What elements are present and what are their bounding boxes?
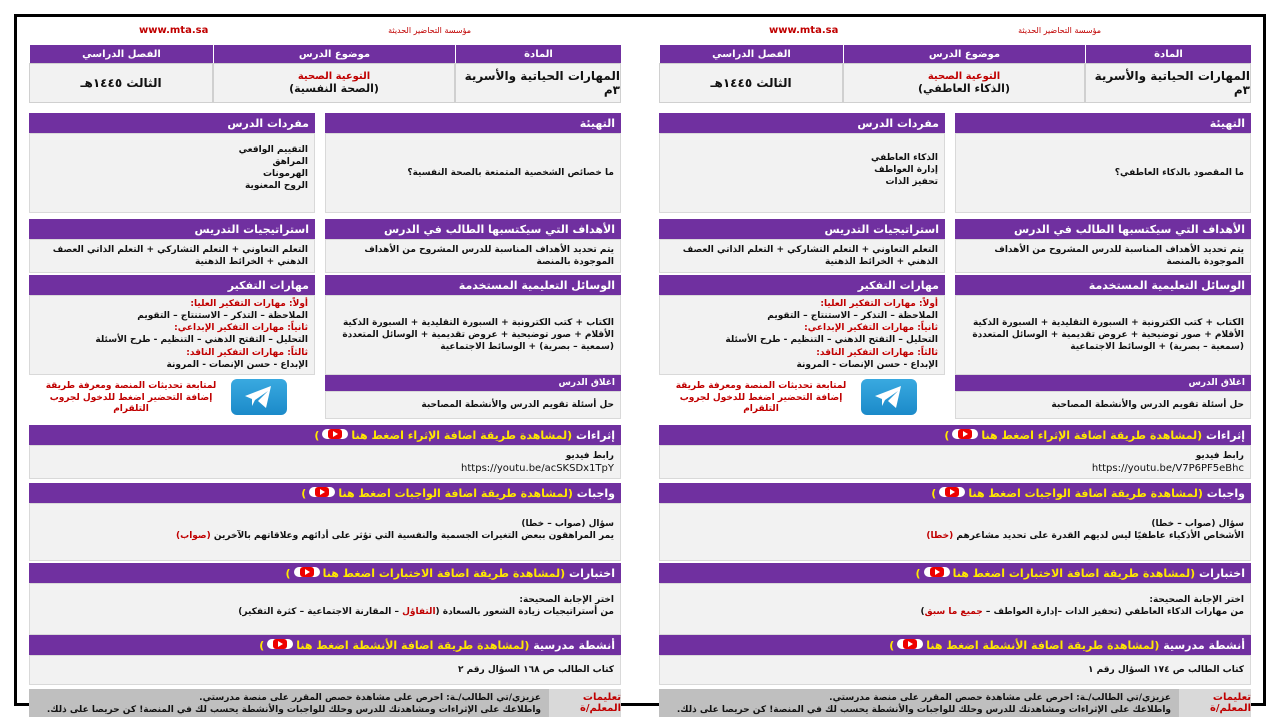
enrichment-section: إثراءات (لمشاهدة طريقة اضافة الإثراء اضغط هنا ) رابط فيديو https://youtu.be/V7P6PF5eBhc — [659, 425, 1251, 479]
teacher-instructions: تعليمات المعلم/ة عزيزي/تي الطالب/ـة: احرص على مشاهدة حصص المقرر على منصة مدرستي. واطلاعك على الإثراءات ومشاهدتك للدرس وحلك للواجبات والأنشطة يحسب لك في المنصة! كن حريصا على ذلك. — [659, 689, 1251, 717]
enrichment-link[interactable]: (لمشاهدة طريقة اضافة الإثراء اضغط هنا ) — [314, 428, 573, 442]
video-link[interactable]: https://youtu.be/V7P6PF5eBhc — [1091, 463, 1244, 475]
tests-section: اختبارات (لمشاهدة طريقة اضافة الاختبارات اضغط هنا ) اختر الإجابة الصحيحة: من أستراتيجيات زيادة الشعور بالسعادة (التفاؤل – المقارنة الاجتماعية – كثرة التفكير) — [29, 563, 621, 635]
warmup-box: التهيئة ما خصائص الشخصية المتمتعة بالصحة النفسية؟ — [325, 113, 621, 213]
youtube-icon[interactable] — [930, 567, 944, 577]
strategies-box: استراتيجيات التدريس التعلم التعاوني + التعلم التشاركي + التعلم الذاتي العصف الذهني + الخرائط الذهنية — [29, 219, 315, 273]
youtube-icon[interactable] — [315, 487, 329, 497]
tests-section: اختبارات (لمشاهدة طريقة اضافة الاختبارات اضغط هنا ) اختر الإجابة الصحيحة: من مهارات الذكاء العاطفي (تحفيز الذات –إدارة العواطف – جميع ما سبق) — [659, 563, 1251, 635]
video-link[interactable]: https://youtu.be/acSKSDx1TpY — [461, 463, 614, 475]
activities-section: أنشطة مدرسية (لمشاهدة طريقة اضافة الأنشطة اضغط هنا ) كتاب الطالب ص ١٧٤ السؤال رقم ١ — [659, 635, 1251, 685]
telegram-promo[interactable]: لمتابعة تحديثات المنصة ومعرفة طريقة إضافة التحضير اضغط للدخول لجروب التلقرام — [675, 381, 847, 415]
site-url[interactable]: www.mta.sa — [139, 25, 209, 36]
tests-link[interactable]: (لمشاهدة طريقة اضافة الاختبارات اضغط هنا ) — [285, 566, 566, 580]
subject-value: المهارات الحياتية والأسرية ٣م — [1085, 63, 1251, 103]
youtube-icon[interactable] — [958, 429, 972, 439]
homework-section: واجبات (لمشاهدة طريقة اضافة الواجبات اضغط هنا ) سؤال (صواب – خطا) الأشخاص الأذكياء عاطفيًا ليس لديهم القدرة على تحديد مشاعرهم (خطا) — [659, 483, 1251, 561]
homework-link[interactable]: (لمشاهدة طريقة اضافة الواجبات اضغط هنا ) — [931, 486, 1203, 500]
youtube-icon[interactable] — [273, 639, 287, 649]
telegram-icon[interactable] — [861, 379, 917, 415]
topic-label: موضوع الدرس — [213, 45, 455, 63]
tools-box: الوسائل التعليمية المستخدمة الكتاب + كتب الكترونية + السبورة التقليدية + السبورة الذكية الأقلام + صور توضيحية + عروض تقديمية + الوسائل المتعددة (سمعية – بصرية) + الوسائط الاجتماعية — [325, 275, 621, 375]
semester-value: الثالث ١٤٤٥هـ — [659, 63, 843, 103]
youtube-icon[interactable] — [328, 429, 342, 439]
youtube-icon[interactable] — [300, 567, 314, 577]
activities-section: أنشطة مدرسية (لمشاهدة طريقة اضافة الأنشطة اضغط هنا ) كتاب الطالب ص ١٦٨ السؤال رقم ٢ — [29, 635, 621, 685]
semester-value: الثالث ١٤٤٥هـ — [29, 63, 213, 103]
site-url[interactable]: www.mta.sa — [769, 25, 839, 36]
vocab-box: مفردات الدرس التقييم الواقعي المراهق الهرمونات الروح المعنوية — [29, 113, 315, 213]
goals-box: الأهداف التي سيكتسبها الطالب في الدرس يتم تحديد الأهداف المناسبة للدرس المشروح من الأهداف الموجودة بالمنصة — [955, 219, 1251, 273]
tests-link[interactable]: (لمشاهدة طريقة اضافة الاختبارات اضغط هنا ) — [915, 566, 1196, 580]
closing-box: اغلاق الدرس حل أسئلة تقويم الدرس والأنشطة المصاحبة — [325, 375, 621, 419]
closing-box: اغلاق الدرس حل أسئلة تقويم الدرس والأنشطة المصاحبة — [955, 375, 1251, 419]
header-table — [29, 45, 621, 105]
document-frame — [14, 14, 1266, 716]
enrichment-section: إثراءات (لمشاهدة طريقة اضافة الإثراء اضغط هنا ) رابط فيديو https://youtu.be/acSKSDx1TpY — [29, 425, 621, 479]
strategies-box: استراتيجيات التدريس التعلم التعاوني + التعلم التشاركي + التعلم الذاتي العصف الذهني + الخرائط الذهنية — [659, 219, 945, 273]
telegram-promo[interactable]: لمتابعة تحديثات المنصة ومعرفة طريقة إضافة التحضير اضغط للدخول لجروب التلقرام — [45, 381, 217, 415]
telegram-icon[interactable] — [231, 379, 287, 415]
activities-link[interactable]: (لمشاهدة طريقة اضافة الأنشطة اضغط هنا ) — [259, 638, 530, 652]
topic-label: موضوع الدرس — [843, 45, 1085, 63]
semester-label: الفصل الدراسي — [659, 45, 843, 63]
subject-label: المادة — [455, 45, 621, 63]
org-name: مؤسسة التحاضير الحديثة — [388, 26, 471, 35]
youtube-icon[interactable] — [903, 639, 917, 649]
homework-section: واجبات (لمشاهدة طريقة اضافة الواجبات اضغط هنا ) سؤال (صواب – خطا) يمر المراهقون ببعض التغيرات الجسمية والنفسية التي تؤثر على أدائهم وعلاقاتهم بالآخرين (صواب) — [29, 483, 621, 561]
lesson-page-mental-health — [29, 23, 621, 716]
goals-box: الأهداف التي سيكتسبها الطالب في الدرس يتم تحديد الأهداف المناسبة للدرس المشروح من الأهداف الموجودة بالمنصة — [325, 219, 621, 273]
header-table — [659, 45, 1251, 105]
warmup-box: التهيئة ما المقصود بالذكاء العاطفي؟ — [955, 113, 1251, 213]
vocab-box: مفردات الدرس الذكاء العاطفي إدارة العواطف تحفيز الذات — [659, 113, 945, 213]
subject-value: المهارات الحياتية والأسرية ٣م — [455, 63, 621, 103]
topic-value: التوعية الصحية (الذكاء العاطفي) — [843, 63, 1085, 103]
enrichment-link[interactable]: (لمشاهدة طريقة اضافة الإثراء اضغط هنا ) — [944, 428, 1203, 442]
lesson-page-emotional-intelligence — [659, 23, 1251, 716]
org-name: مؤسسة التحاضير الحديثة — [1018, 26, 1101, 35]
thinking-box: مهارات التفكير أولاً: مهارات التفكير العليا: الملاحظة – التذكر – الاستنتاج – التقويم ثانياً: مهارات التفكير الإبداعي: التحليل – التفتح الذهني – التنظيم - طرح الأسئلة ثالثاً: مهارات التفكير الناقد: الإبداع - حسن الإنصات - المرونة — [659, 275, 945, 375]
activities-link[interactable]: (لمشاهدة طريقة اضافة الأنشطة اضغط هنا ) — [889, 638, 1160, 652]
thinking-box: مهارات التفكير أولاً: مهارات التفكير العليا: الملاحظة – التذكر – الاستنتاج – التقويم ثانياً: مهارات التفكير الإبداعي: التحليل – التفتح الذهني – التنظيم - طرح الأسئلة ثالثاً: مهارات التفكير الناقد: الإبداع - حسن الإنصات - المرونة — [29, 275, 315, 375]
topic-value: التوعية الصحية (الصحة النفسية) — [213, 63, 455, 103]
teacher-instructions: تعليمات المعلم/ة عزيزي/تي الطالب/ـة: احرص على مشاهدة حصص المقرر على منصة مدرستي. واطلاعك على الإثراءات ومشاهدتك للدرس وحلك للواجبات والأنشطة يحسب لك في المنصة! كن حريصا على ذلك. — [29, 689, 621, 717]
tools-box: الوسائل التعليمية المستخدمة الكتاب + كتب الكترونية + السبورة التقليدية + السبورة الذكية الأقلام + صور توضيحية + عروض تقديمية + الوسائل المتعددة (سمعية – بصرية) + الوسائط الاجتماعية — [955, 275, 1251, 375]
semester-label: الفصل الدراسي — [29, 45, 213, 63]
subject-label: المادة — [1085, 45, 1251, 63]
youtube-icon[interactable] — [945, 487, 959, 497]
homework-link[interactable]: (لمشاهدة طريقة اضافة الواجبات اضغط هنا ) — [301, 486, 573, 500]
